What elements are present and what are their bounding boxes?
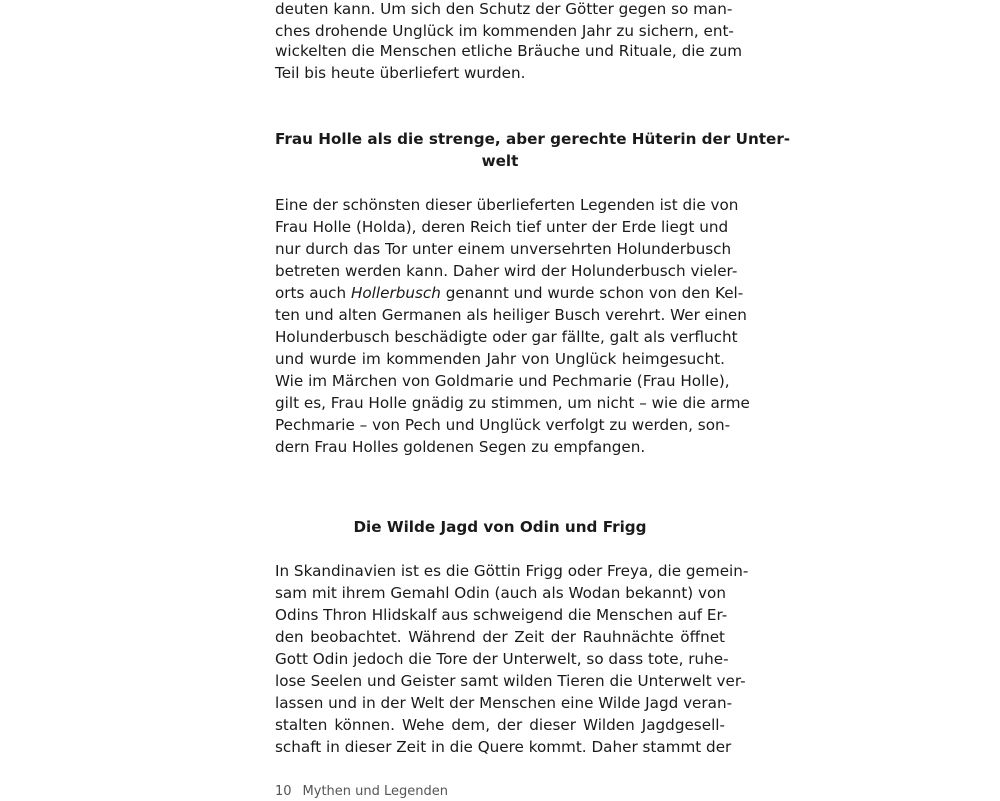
page-footer <box>275 783 448 801</box>
paragraph-line: deuten kann. Um sich den Schutz der Götter gegen so man- <box>275 0 733 18</box>
paragraph-line: schaft in dieser Zeit in die Quere kommt. Daher stammt der <box>275 738 732 756</box>
paragraph-line: Gott Odin jedoch die Tore der Unterwelt, so dass tote, ruhe- <box>275 650 729 668</box>
paragraph-line: Teil bis heute überliefert wurden. <box>275 64 526 82</box>
section-heading-line: Die Wilde Jagd von Odin und Frigg <box>353 518 647 536</box>
paragraph-line: betreten werden kann. Daher wird der Holunderbusch vieler- <box>275 262 738 280</box>
paragraph-line: ches drohende Unglück im kommenden Jahr zu sichern, ent- <box>275 22 734 40</box>
page-number: 10 <box>275 784 292 799</box>
paragraph-line: den beobachtet. Während der Zeit der Rauhnächte öffnet <box>275 628 725 646</box>
paragraph-line: lassen und in der Welt der Menschen eine Wilde Jagd veran- <box>275 694 733 712</box>
paragraph-line: lose Seelen und Geister samt wilden Tieren die Unterwelt ver- <box>275 672 746 690</box>
paragraph-line <box>275 282 744 304</box>
text-segment: genannt und wurde schon von den Kel- <box>440 284 744 302</box>
italic-term: Hollerbusch <box>350 284 441 302</box>
running-title: Mythen und Legenden <box>302 784 449 799</box>
paragraph-line: Holunderbusch beschädigte oder gar fällte, galt als verflucht <box>275 328 738 346</box>
section-heading-line: welt <box>481 152 519 170</box>
paragraph-line: Pechmarie – von Pech und Unglück verfolgt zu werden, son- <box>275 416 731 434</box>
text-segment: orts auch <box>275 284 351 302</box>
paragraph-line: dern Frau Holles goldenen Segen zu empfangen. <box>275 438 646 456</box>
paragraph-line: Odins Thron Hlidskalf aus schweigend die Menschen auf Er- <box>275 606 728 624</box>
paragraph-line: Eine der schönsten dieser überlieferten Legenden ist die von <box>275 196 739 214</box>
paragraph-line: ten und alten Germanen als heiliger Busch verehrt. Wer einen <box>275 306 747 324</box>
section-heading-line: Frau Holle als die strenge, aber gerechte Hüterin der Unter- <box>275 130 791 148</box>
paragraph-line: Wie im Märchen von Goldmarie und Pechmarie (Frau Holle), <box>275 372 730 390</box>
paragraph-line: gilt es, Frau Holle gnädig zu stimmen, um nicht – wie die arme <box>275 394 750 412</box>
paragraph-line: Frau Holle (Holda), deren Reich tief unter der Erde liegt und <box>275 218 729 236</box>
paragraph-line: nur durch das Tor unter einem unversehrten Holunderbusch <box>275 240 732 258</box>
paragraph-line: sam mit ihrem Gemahl Odin (auch als Wodan bekannt) von <box>275 584 726 602</box>
paragraph-line: In Skandinavien ist es die Göttin Frigg oder Freya, die gemein- <box>275 562 749 580</box>
paragraph-line: wickelten die Menschen etliche Bräuche und Rituale, die zum <box>275 42 743 60</box>
paragraph-line: und wurde im kommenden Jahr von Unglück heimgesucht. <box>275 350 725 368</box>
paragraph-line: stalten können. Wehe dem, der dieser Wilden Jagdgesell- <box>275 716 725 734</box>
